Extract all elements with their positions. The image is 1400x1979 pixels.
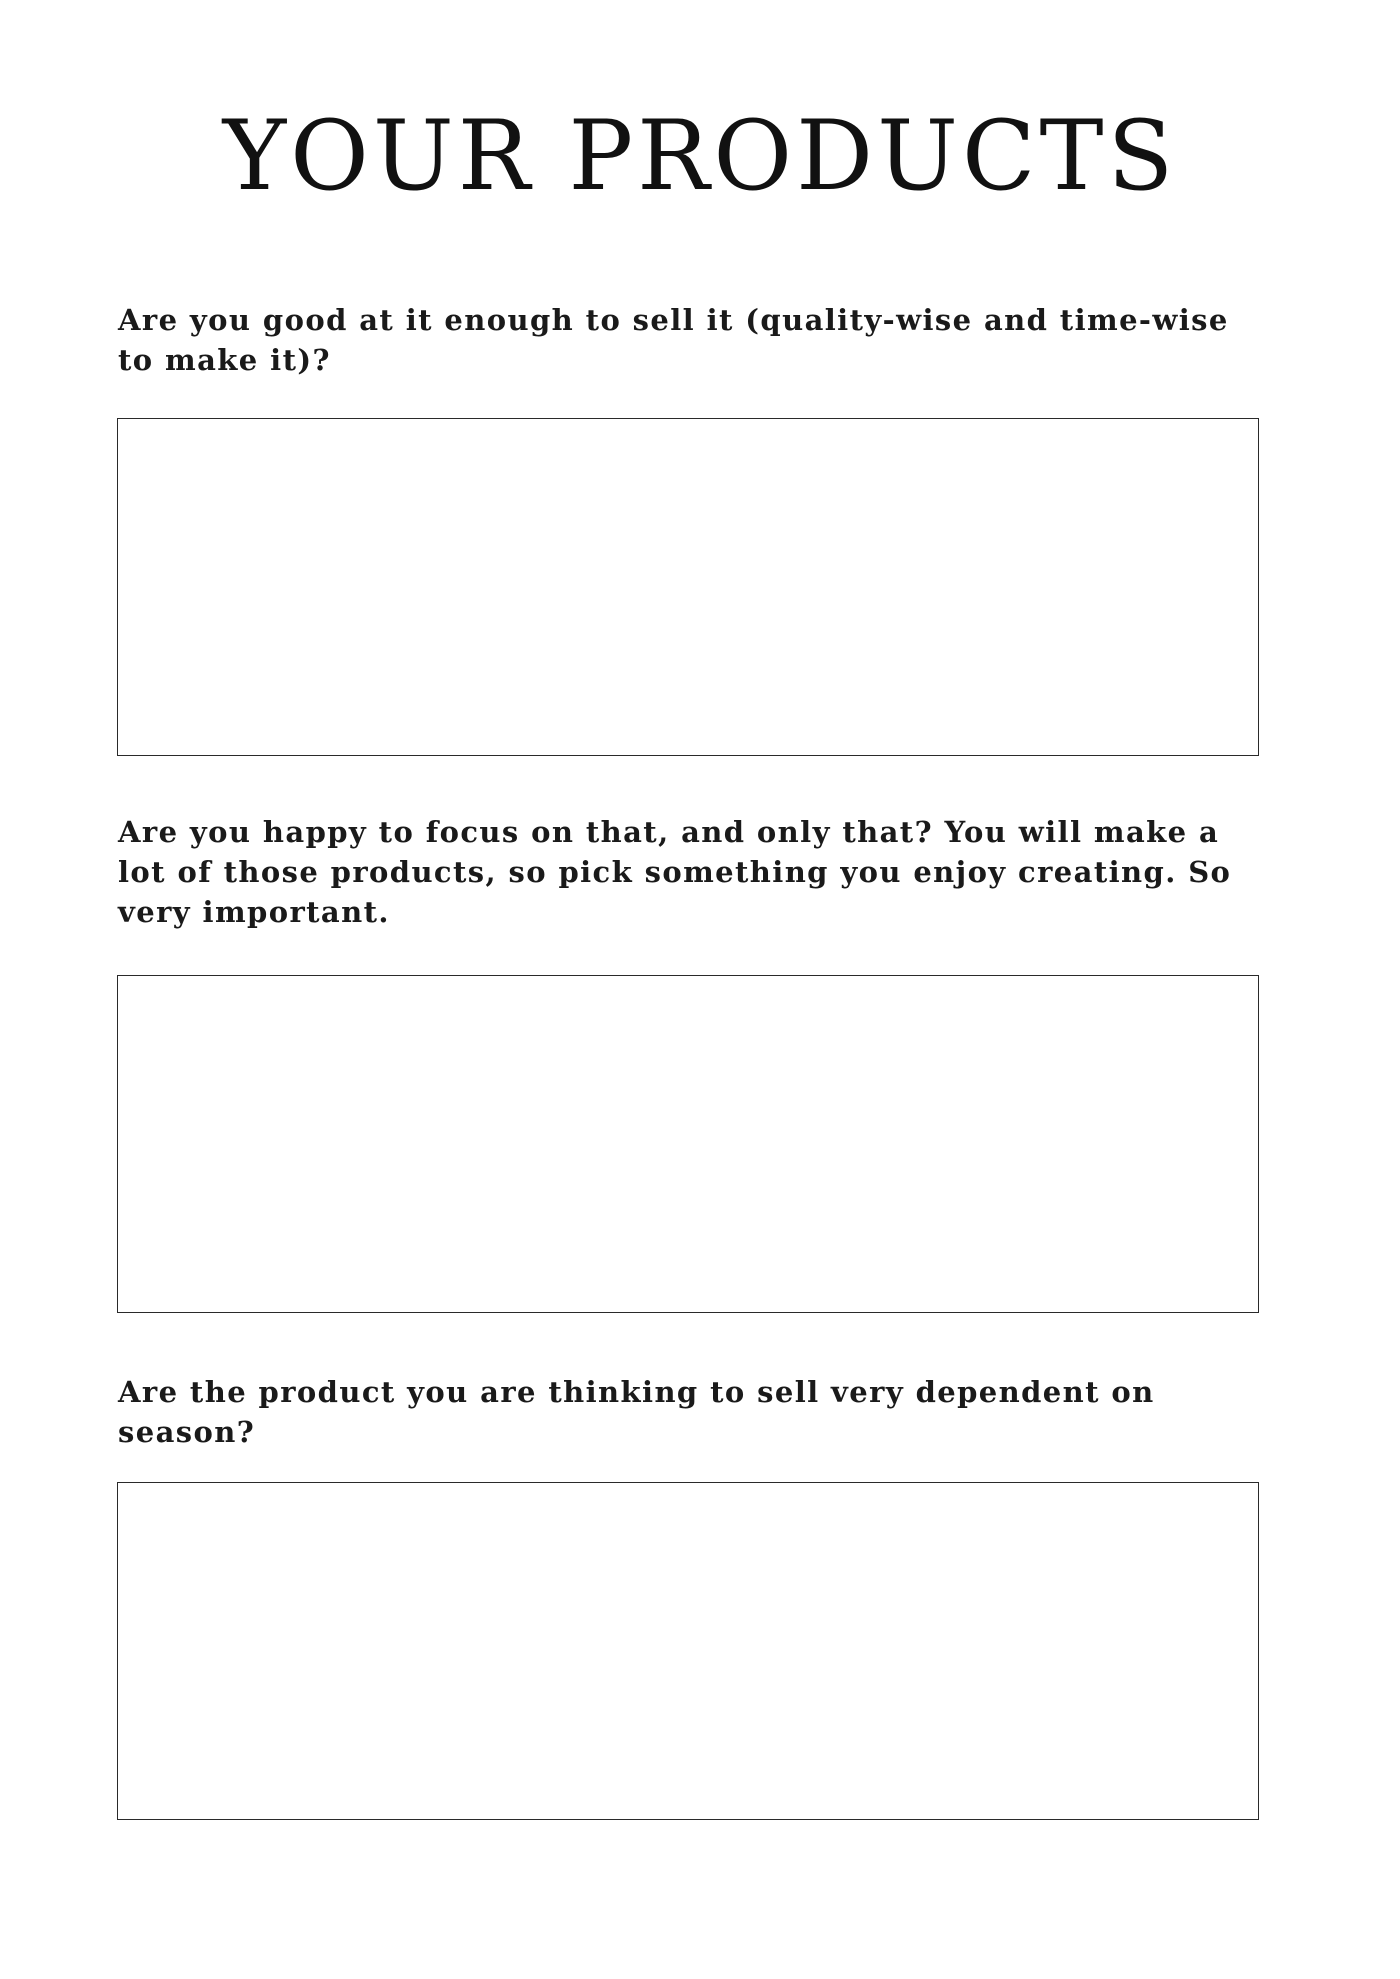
question-2: Are you happy to focus on that, and only that? You will make a lot of those products, so pick something you enjoy creating. So very important. xyxy=(118,815,1232,929)
answer-box-3[interactable] xyxy=(117,1482,1259,1820)
answer-box-2[interactable] xyxy=(117,975,1259,1313)
question-3: Are the product you are thinking to sell very dependent on season? xyxy=(118,1375,1155,1449)
question-1: Are you good at it enough to sell it (quality-wise and time-wise to make it)? xyxy=(118,303,1229,377)
page-title: YOUR PRODUCTS xyxy=(222,100,1178,212)
answer-box-1[interactable] xyxy=(117,418,1259,756)
